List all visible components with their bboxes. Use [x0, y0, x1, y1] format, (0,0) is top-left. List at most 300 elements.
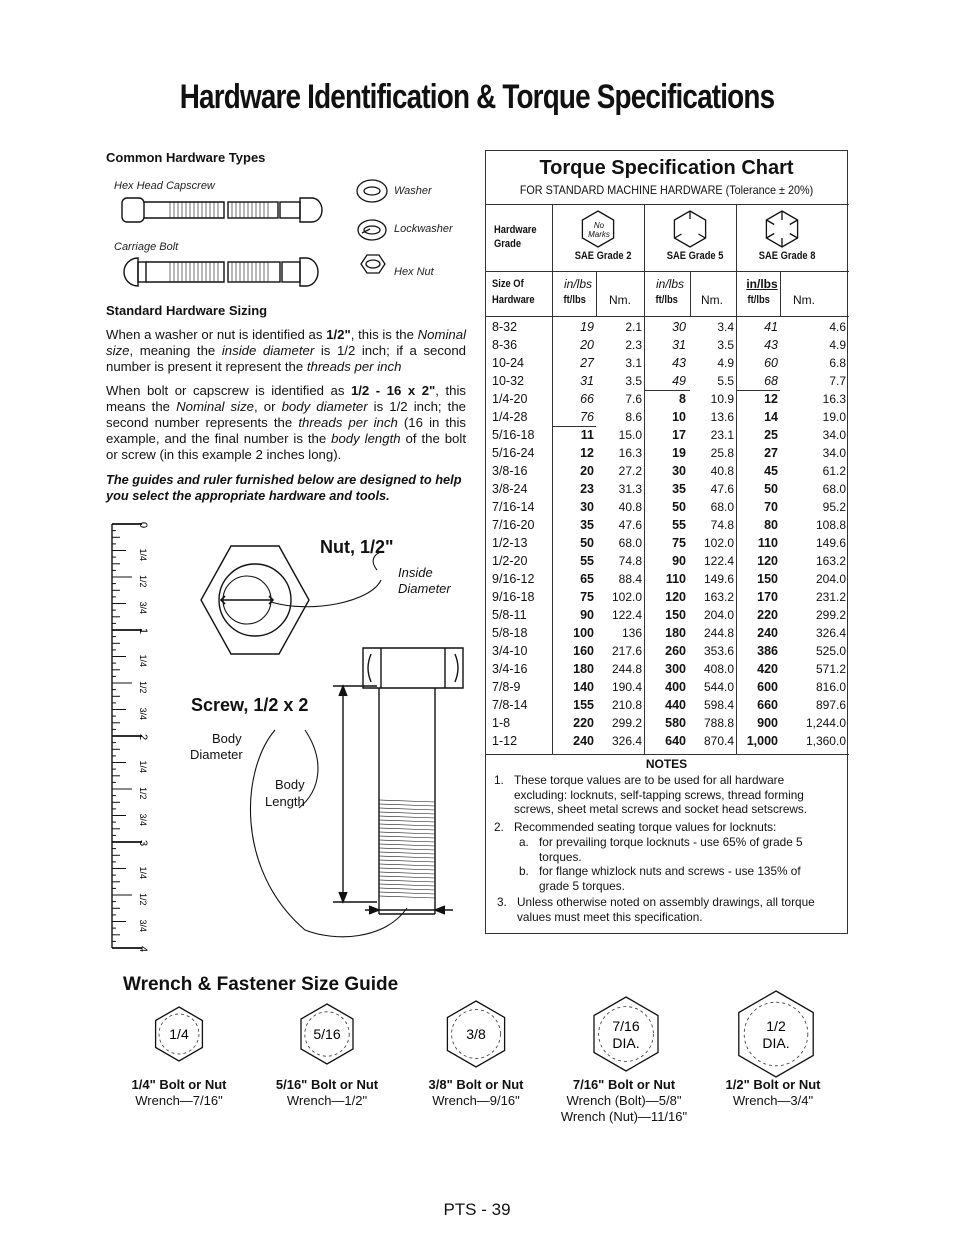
torque-nm: 34.0	[822, 428, 846, 442]
torque-value: 35	[672, 482, 686, 496]
torque-nm: 190.4	[611, 680, 642, 694]
note-2b-letter: b.	[519, 864, 529, 878]
torque-value: 27	[580, 356, 594, 370]
hex-dia-label: DIA.	[762, 1035, 790, 1051]
torque-value: 55	[580, 554, 594, 568]
inch-ruler	[108, 520, 154, 952]
grade-line-mark	[766, 234, 774, 239]
torque-nm: 88.4	[618, 572, 642, 586]
ruler-label: 1/4	[138, 548, 148, 562]
carriage-bolt-icon	[124, 258, 318, 286]
torque-value: 170	[757, 590, 778, 604]
torque-value: 14	[764, 410, 778, 424]
grade-label: SAE Grade 2	[574, 250, 632, 262]
torque-value: 50	[764, 482, 778, 496]
torque-nm: 1,244.0	[805, 716, 846, 730]
inlbs-rule-g8	[736, 390, 780, 391]
note-1: These torque values are to be used for all hardware excluding: locknuts, self-tapping screws, thread forming screws, sheet metal screws and socket head setscrews.	[514, 773, 808, 816]
sizing-paragraph-1: When a washer or nut is identified as 1/2", this is the Nominal size, meaning the inside diameter is 1/2 inch; if a second number is present it represent the threads per inch	[106, 327, 466, 374]
torque-value: 600	[757, 680, 778, 694]
note-2a: for prevailing torque locknuts - use 65% of grade 5 torques.	[539, 835, 803, 864]
size-cell: 3/4-10	[492, 644, 528, 658]
torque-value: 50	[580, 536, 594, 550]
torque-nm: 23.1	[710, 428, 734, 442]
torque-nm: 231.2	[815, 590, 846, 604]
torque-value: 30	[672, 320, 686, 334]
torque-value: 110	[665, 572, 686, 586]
torque-nm: 204.0	[703, 608, 734, 622]
torque-value: 20	[580, 464, 594, 478]
thread-line	[379, 820, 435, 822]
unit-inlbs: in/lbs	[746, 277, 778, 291]
torque-value: 120	[665, 590, 686, 604]
no-marks-label: No	[593, 221, 605, 230]
torque-chart	[485, 150, 848, 934]
torque-value: 12	[580, 446, 594, 460]
ruler-label: 3/4	[138, 601, 148, 615]
thread-line	[379, 896, 435, 898]
thread-line	[379, 800, 435, 802]
torque-nm: 299.2	[815, 608, 846, 622]
wrench-fastener-title: 1/2" Bolt or Nut	[725, 1077, 821, 1092]
size-cell: 8-32	[492, 320, 518, 334]
thread-line	[379, 856, 435, 858]
thread-line	[379, 892, 435, 894]
torque-value: 30	[580, 500, 594, 514]
diameter-label: Diameter	[398, 581, 451, 596]
torque-nm: 61.2	[822, 464, 846, 478]
torque-nm: 598.4	[703, 698, 734, 712]
size-cell: 8-36	[492, 338, 518, 352]
torque-value: 180	[665, 626, 686, 640]
torque-value: 11	[580, 428, 594, 442]
no-marks-label: Marks	[588, 230, 610, 239]
ruler-label: 4	[137, 946, 149, 952]
page-number: PTS - 39	[443, 1200, 511, 1219]
torque-value: 1,000	[746, 734, 778, 748]
torque-nm: 13.6	[710, 410, 734, 424]
size-cell: 7/8-9	[492, 680, 521, 694]
hex-head-label: Hex Head Capscrew	[114, 180, 215, 192]
torque-value: 220	[757, 608, 778, 622]
torque-value: 120	[757, 554, 778, 568]
thread-line	[379, 824, 435, 826]
torque-nm: 27.2	[618, 464, 642, 478]
size-cell: 3/4-16	[492, 662, 528, 676]
torque-value: 60	[764, 356, 778, 370]
size-cell: 9/16-12	[492, 572, 535, 586]
torque-nm: 15.0	[618, 428, 642, 442]
ruler-label: 3/4	[138, 919, 148, 933]
torque-value: 12	[764, 392, 778, 406]
chart-subtitle: FOR STANDARD MACHINE HARDWARE (Tolerance ± 20%)	[519, 183, 814, 197]
torque-nm: 102.0	[703, 536, 734, 550]
torque-nm: 897.6	[815, 698, 846, 712]
torque-nm: 68.0	[710, 500, 734, 514]
torque-value: 155	[573, 698, 594, 712]
torque-nm: 544.0	[703, 680, 734, 694]
torque-nm: 571.2	[815, 662, 846, 676]
torque-value: 90	[672, 554, 686, 568]
size-cell: 5/8-11	[492, 608, 527, 622]
wrench-size-line: Wrench (Bolt)—5/8"	[566, 1093, 682, 1108]
torque-nm: 16.3	[618, 446, 642, 460]
wrench-fastener-title: 1/4" Bolt or Nut	[131, 1077, 227, 1092]
torque-value: 65	[580, 572, 594, 586]
thread-line	[379, 812, 435, 814]
torque-nm: 326.4	[815, 626, 846, 640]
torque-value: 180	[573, 662, 594, 676]
torque-nm: 4.9	[717, 356, 734, 370]
ruler-label: 1/4	[138, 654, 148, 668]
size-cell: 10-24	[492, 356, 524, 370]
lockwasher-icon	[358, 220, 386, 240]
torque-value: 19	[672, 446, 686, 460]
size-cell: 1-8	[492, 716, 511, 730]
torque-value: 19	[580, 320, 594, 334]
ruler-label: 1/2	[138, 893, 148, 906]
torque-nm: 122.4	[611, 608, 642, 622]
hardware-grade-label: Hardware	[494, 224, 537, 236]
unit-ftlbs: ft/lbs	[747, 294, 770, 306]
wrench-hex-icon	[594, 997, 658, 1071]
thread-line	[379, 832, 435, 834]
size-of-label: Size Of	[492, 278, 524, 290]
torque-nm: 19.0	[822, 410, 846, 424]
grade-marks	[486, 209, 849, 269]
torque-nm: 2.3	[625, 338, 642, 352]
thread-line	[379, 852, 435, 854]
hex-nut-label: Hex Nut	[394, 266, 434, 278]
ruler-label: 2	[137, 734, 149, 741]
size-cell: 10-32	[492, 374, 524, 388]
torque-value: 55	[672, 518, 686, 532]
size-cell: 5/16-24	[492, 446, 535, 460]
torque-nm: 4.9	[829, 338, 846, 352]
torque-nm: 326.4	[611, 734, 642, 748]
torque-nm: 8.6	[625, 410, 642, 424]
torque-value: 17	[672, 428, 686, 442]
thread-line	[379, 828, 435, 830]
torque-value: 386	[757, 644, 778, 658]
torque-nm: 68.0	[618, 536, 642, 550]
thread-line	[379, 868, 435, 870]
hex-size-label: 3/8	[466, 1026, 486, 1042]
torque-nm: 74.8	[618, 554, 642, 568]
size-of-label: Hardware	[492, 294, 535, 306]
grade-line-mark	[790, 220, 798, 225]
torque-value: 440	[665, 698, 686, 712]
torque-nm: 299.2	[611, 716, 642, 730]
torque-nm: 40.8	[618, 500, 642, 514]
thread-line	[379, 816, 435, 818]
torque-value: 45	[764, 464, 778, 478]
inlbs-rule-g2	[552, 426, 596, 427]
torque-nm: 25.8	[710, 446, 734, 460]
torque-value: 43	[672, 356, 686, 370]
size-cell: 3/8-16	[492, 464, 528, 478]
torque-value: 220	[573, 716, 594, 730]
hex-size-label: 1/4	[169, 1026, 189, 1042]
size-cell: 9/16-18	[492, 590, 535, 604]
torque-value: 41	[764, 320, 778, 334]
torque-nm: 7.6	[625, 392, 642, 406]
torque-value: 23	[580, 482, 594, 496]
thread-line	[379, 864, 435, 866]
size-cell: 1/4-28	[492, 410, 528, 424]
torque-nm: 204.0	[815, 572, 846, 586]
thread-line	[379, 880, 435, 882]
torque-value: 50	[672, 500, 686, 514]
wrench-fastener-title: 3/8" Bolt or Nut	[428, 1077, 524, 1092]
size-cell: 5/16-18	[492, 428, 535, 442]
size-cell: 1/2-20	[492, 554, 528, 568]
ruler-label: 1/2	[138, 575, 148, 588]
note-2-number: 2.	[494, 820, 504, 834]
torque-value: 150	[757, 572, 778, 586]
torque-nm: 7.7	[829, 374, 846, 388]
ruler-label: 3	[137, 840, 149, 847]
torque-nm: 74.8	[710, 518, 734, 532]
grade-label: SAE Grade 8	[758, 250, 816, 262]
wrench-fastener-title: 5/16" Bolt or Nut	[275, 1077, 379, 1092]
carriage-label: Carriage Bolt	[114, 241, 179, 253]
torque-value: 68	[764, 374, 778, 388]
unit-ftlbs: ft/lbs	[563, 294, 586, 306]
unit-inlbs: in/lbs	[563, 277, 592, 291]
grade-line-mark	[675, 234, 682, 238]
thread-line	[379, 848, 435, 850]
torque-nm: 244.8	[703, 626, 734, 640]
chart-rule-header	[486, 316, 849, 317]
hex-size-label: 1/2	[766, 1018, 786, 1034]
torque-nm: 31.3	[618, 482, 642, 496]
torque-nm: 47.6	[710, 482, 734, 496]
ruler-label: 1	[137, 628, 149, 635]
lockwasher-label: Lockwasher	[394, 223, 453, 235]
ruler-label: 3/4	[138, 707, 148, 721]
torque-value: 10	[672, 410, 686, 424]
note-3: Unless otherwise noted on assembly drawings, all torque values must meet this specification.	[517, 895, 815, 924]
torque-nm: 163.2	[815, 554, 846, 568]
hex-nut-icon	[361, 255, 385, 273]
inlbs-rule-g5	[644, 390, 690, 391]
torque-value: 8	[679, 392, 686, 406]
size-cell: 3/8-24	[492, 482, 528, 496]
torque-value: 640	[665, 734, 686, 748]
chart-rule-grade	[486, 271, 849, 272]
torque-value: 260	[665, 644, 686, 658]
torque-nm: 3.4	[717, 320, 734, 334]
thread-line	[379, 860, 435, 862]
torque-value: 20	[580, 338, 594, 352]
torque-value: 80	[764, 518, 778, 532]
thread-line	[379, 884, 435, 886]
torque-value: 900	[757, 716, 778, 730]
torque-nm: 10.9	[710, 392, 734, 406]
bolt-drawings	[110, 190, 340, 290]
size-cell: 1/2-13	[492, 536, 528, 550]
torque-value: 580	[665, 716, 686, 730]
size-cell: 1-12	[492, 734, 518, 748]
body-label: Body	[212, 731, 242, 746]
ruler-label: 0	[137, 522, 149, 529]
note-1-number: 1.	[494, 773, 504, 787]
torque-nm: 6.8	[829, 356, 846, 370]
torque-value: 90	[580, 608, 594, 622]
torque-nm: 788.8	[703, 716, 734, 730]
sizing-heading: Standard Hardware Sizing	[106, 303, 268, 318]
torque-nm: 149.6	[815, 536, 846, 550]
bolt-diameter-circle	[599, 1007, 654, 1062]
hex-size-label: 5/16	[313, 1026, 341, 1042]
torque-value: 31	[672, 338, 686, 352]
page-title: Hardware Identification & Torque Specifications	[179, 78, 775, 116]
torque-value: 25	[764, 428, 778, 442]
chart-col-rule-0	[552, 204, 553, 754]
inside-label: Inside	[398, 565, 433, 580]
torque-nm: 408.0	[703, 662, 734, 676]
torque-nm: 16.3	[822, 392, 846, 406]
torque-nm: 108.8	[815, 518, 846, 532]
torque-value: 110	[757, 536, 778, 550]
torque-nm: 163.2	[703, 590, 734, 604]
common-types-heading: Common Hardware Types	[106, 150, 266, 165]
wrench-hex-row	[100, 990, 860, 1080]
note-2a-letter: a.	[519, 835, 529, 849]
torque-nm: 95.2	[822, 500, 846, 514]
torque-value: 75	[580, 590, 594, 604]
thread-line	[379, 872, 435, 874]
torque-value: 31	[580, 374, 594, 388]
torque-nm: 5.5	[717, 374, 734, 388]
chart-col-rule-1	[644, 204, 645, 754]
note-2: Recommended seating torque values for locknuts:	[514, 820, 777, 834]
unit-inlbs: in/lbs	[655, 277, 684, 291]
torque-nm: 68.0	[822, 482, 846, 496]
torque-nm: 102.0	[611, 590, 642, 604]
torque-value: 66	[580, 392, 594, 406]
thread-line	[379, 808, 435, 810]
chart-rule-bottom	[486, 754, 849, 755]
chart-rule-top	[486, 204, 849, 205]
torque-value: 43	[764, 338, 778, 352]
torque-nm: 353.6	[703, 644, 734, 658]
torque-nm: 3.5	[625, 374, 642, 388]
torque-nm: 122.4	[703, 554, 734, 568]
size-cell: 5/8-18	[492, 626, 528, 640]
thread-line	[379, 888, 435, 890]
torque-value: 75	[672, 536, 686, 550]
torque-value: 420	[757, 662, 778, 676]
torque-nm: 3.5	[717, 338, 734, 352]
torque-nm: 136	[621, 626, 642, 640]
bolt-diameter-circle	[744, 1002, 808, 1066]
hex-size-label: 7/16	[612, 1018, 640, 1034]
torque-nm: 2.1	[625, 320, 642, 334]
hardware-grade-label: Grade	[494, 238, 522, 250]
torque-nm: 4.6	[829, 320, 846, 334]
body-length-label-1: Body	[275, 777, 305, 792]
torque-nm: 210.8	[611, 698, 642, 712]
ruler-label: 3/4	[138, 813, 148, 827]
grade-label: SAE Grade 5	[666, 250, 724, 262]
body-diameter-label: Diameter	[190, 747, 243, 762]
wrench-size-line: Wrench—7/16"	[135, 1093, 223, 1108]
screw-label: Screw, 1/2 x 2	[191, 695, 309, 715]
sizing-paragraph-2: When bolt or capscrew is identified as 1/2 - 16 x 2", this means the Nominal size, or body diameter is 1/2 inch; the second number represents the threads per inch (16 in this example, and the final number is the body length of the bolt or screw (in this example 2 inches long).	[106, 383, 466, 462]
torque-nm: 244.8	[611, 662, 642, 676]
torque-value: 30	[672, 464, 686, 478]
unit-ftlbs: ft/lbs	[655, 294, 678, 306]
ruler-label: 1/2	[138, 681, 148, 694]
wrench-size-line: Wrench—9/16"	[432, 1093, 520, 1108]
torque-value: 300	[665, 662, 686, 676]
torque-nm: 149.6	[703, 572, 734, 586]
torque-value: 140	[573, 680, 594, 694]
washer-label: Washer	[394, 185, 432, 197]
notes-heading: NOTES	[645, 757, 688, 771]
size-cell: 1/4-20	[492, 392, 528, 406]
hex-dia-label: DIA.	[612, 1035, 640, 1051]
size-cell: 7/16-14	[492, 500, 535, 514]
thread-line	[379, 844, 435, 846]
torque-nm: 47.6	[618, 518, 642, 532]
torque-value: 240	[573, 734, 594, 748]
torque-nm: 217.6	[611, 644, 642, 658]
torque-nm: 816.0	[815, 680, 846, 694]
unit-nm: Nm.	[609, 293, 631, 307]
washer-drawings	[355, 178, 391, 288]
torque-nm: 34.0	[822, 446, 846, 460]
torque-nm: 40.8	[710, 464, 734, 478]
unit-nm: Nm.	[701, 293, 723, 307]
ruler-label: 1/4	[138, 866, 148, 880]
ruler-label: 1/4	[138, 760, 148, 774]
wrench-size-line: Wrench (Nut)—11/16"	[560, 1109, 688, 1124]
thread-line	[379, 836, 435, 838]
wrench-hex-icon	[739, 991, 813, 1077]
torque-value: 160	[573, 644, 594, 658]
thread-line	[379, 840, 435, 842]
wrench-size-line: Wrench—3/4"	[732, 1093, 814, 1108]
thread-line	[379, 876, 435, 878]
note-2b: for flange whizlock nuts and screws - use 135% of grade 5 torques.	[539, 864, 801, 893]
chart-title: Torque Specification Chart	[539, 157, 794, 179]
torque-nm: 1,360.0	[805, 734, 846, 748]
torque-value: 240	[757, 626, 778, 640]
torque-value: 660	[757, 698, 778, 712]
ruler-label: 1/2	[138, 787, 148, 800]
torque-nm: 525.0	[815, 644, 846, 658]
nut-label: Nut, 1/2"	[320, 537, 394, 557]
guide-note: The guides and ruler furnished below are designed to help you select the appropriate hardware and tools.	[106, 472, 462, 503]
unit-nm: Nm.	[793, 293, 815, 307]
size-cell: 7/8-14	[492, 698, 528, 712]
torque-value: 400	[665, 680, 686, 694]
torque-nm: 870.4	[703, 734, 734, 748]
wrench-fastener-title: 7/16" Bolt or Nut	[572, 1077, 676, 1092]
wrench-guide-heading: Wrench & Fastener Size Guide	[123, 974, 399, 995]
grade-line-mark	[790, 234, 798, 239]
torque-value: 49	[672, 374, 686, 388]
torque-value: 27	[764, 446, 778, 460]
washer-icon	[357, 180, 387, 202]
torque-nm: 3.1	[625, 356, 642, 370]
torque-value: 76	[580, 410, 594, 424]
torque-value: 100	[573, 626, 594, 640]
size-cell: 7/16-20	[492, 518, 535, 532]
